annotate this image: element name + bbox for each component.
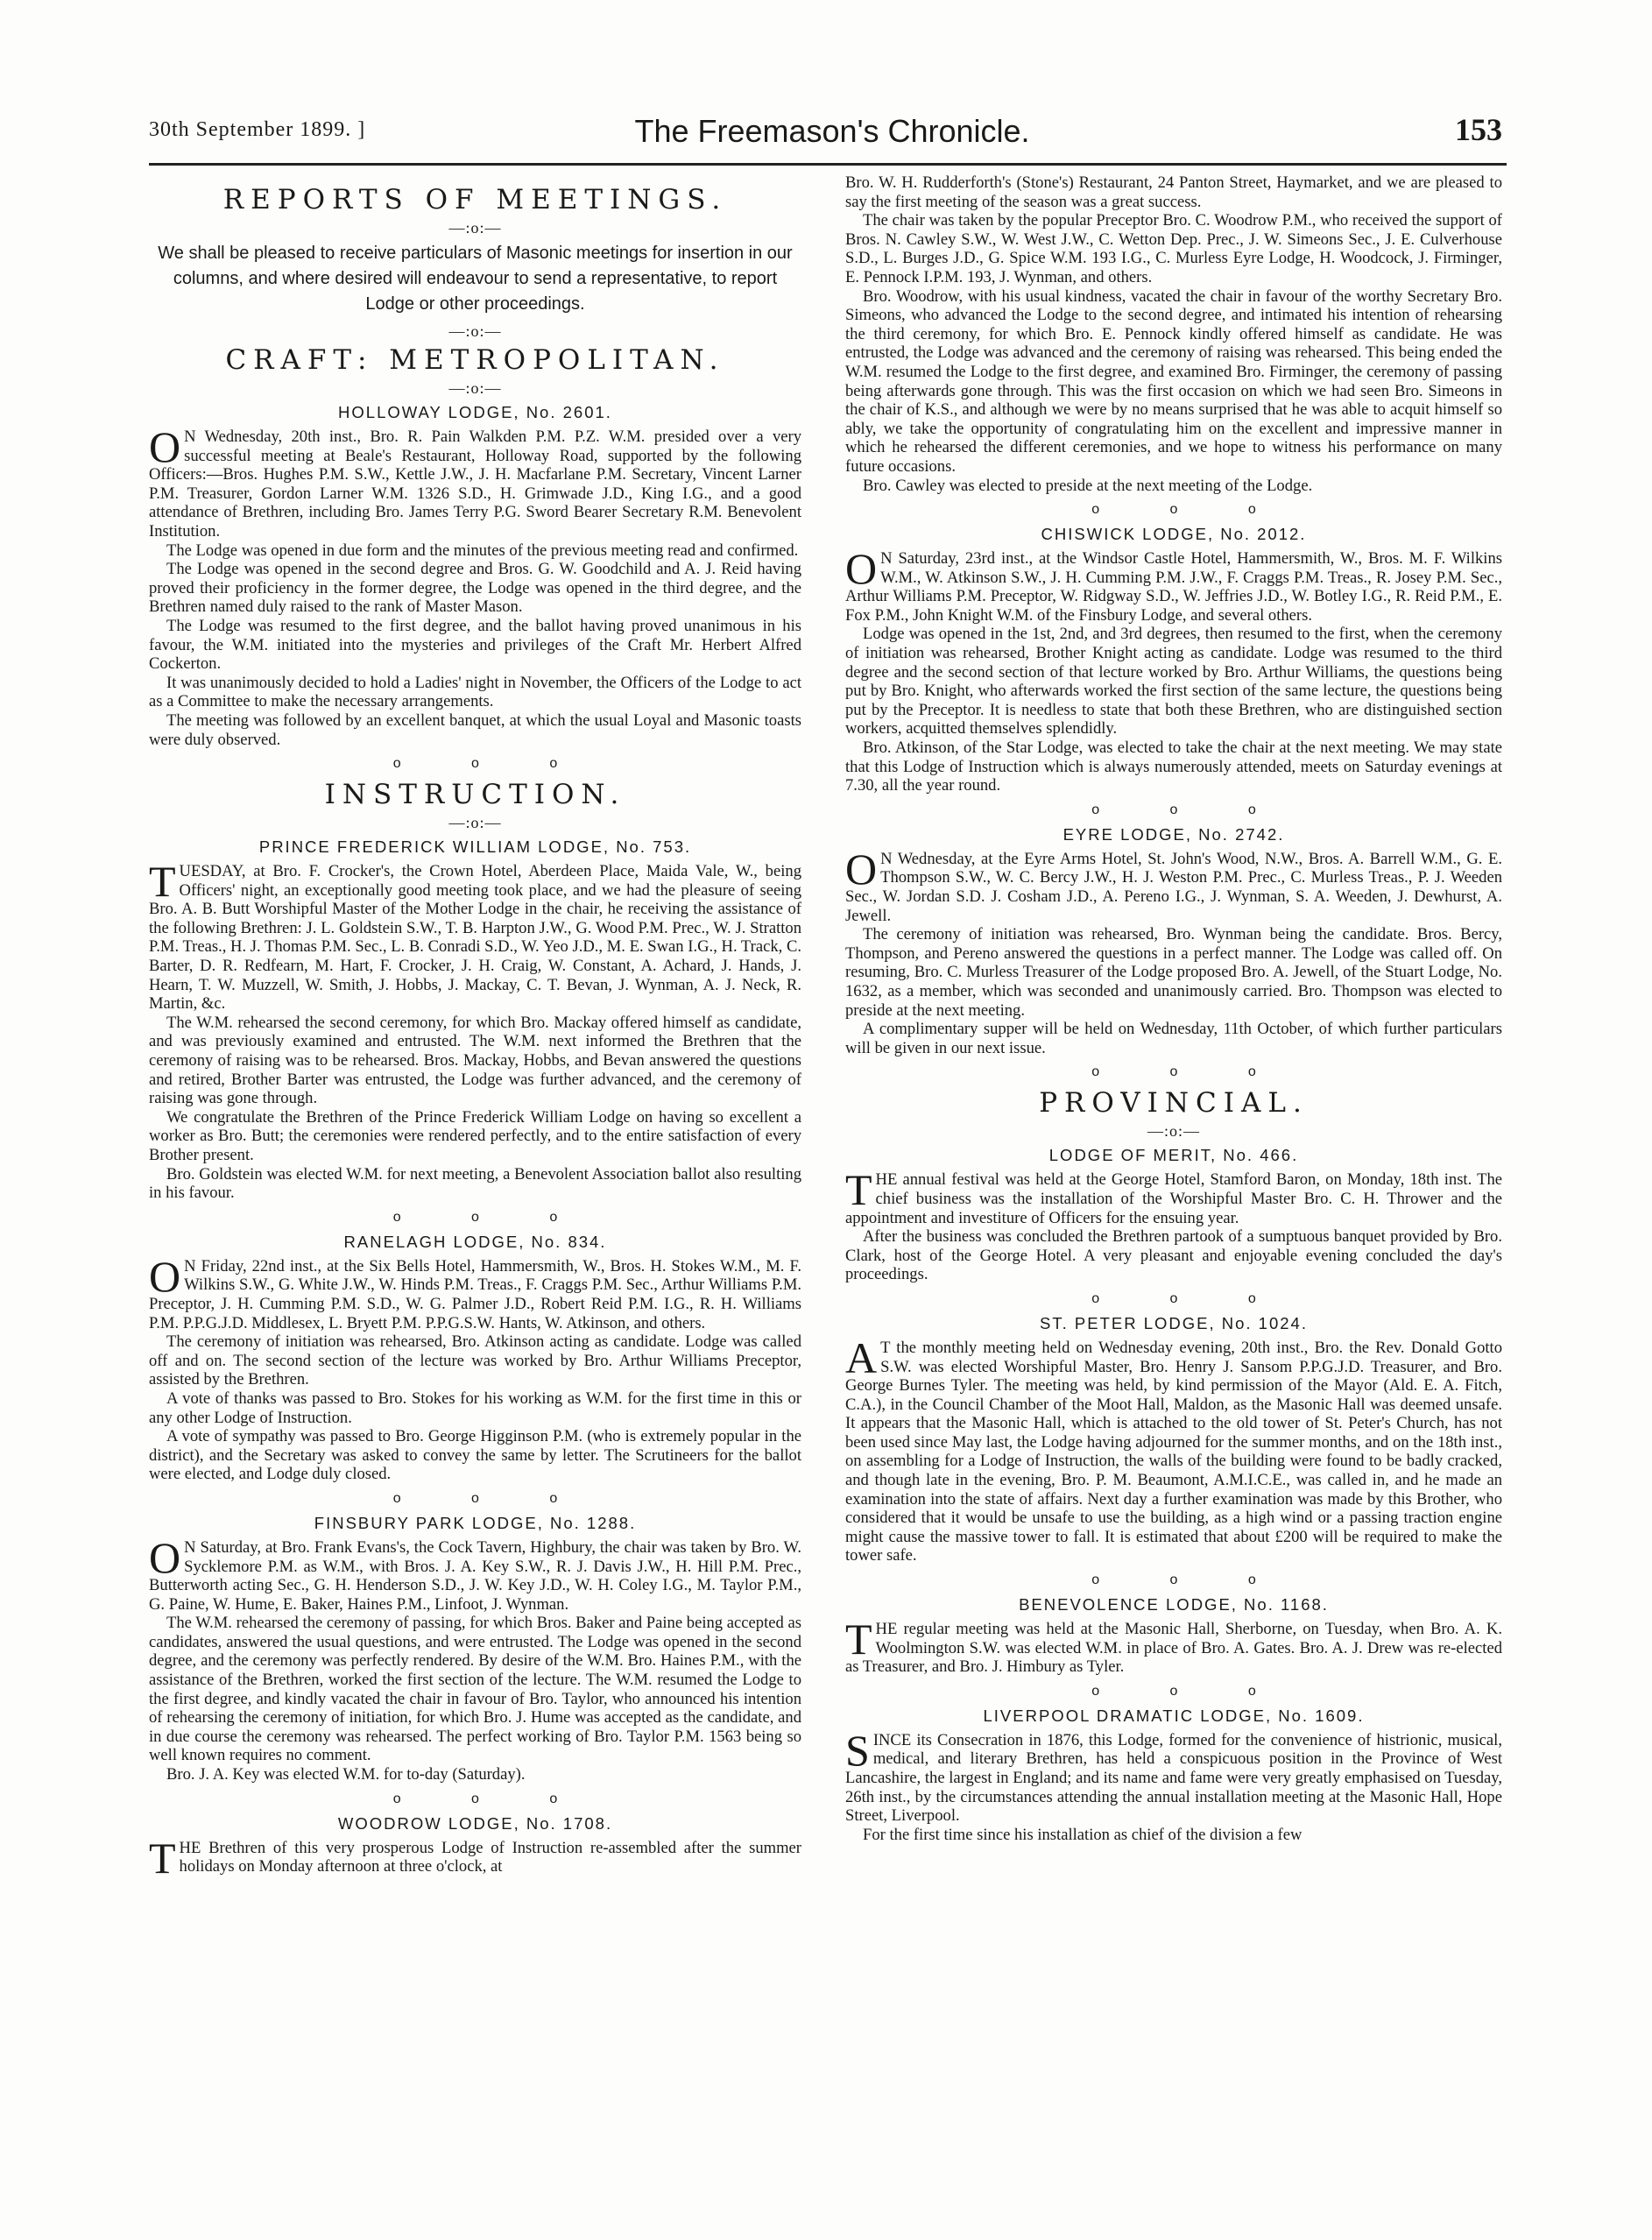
paragraph: A vote of sympathy was passed to Bro. George Higginson P.M. (who is extremely popular in the district), and the Secretary was asked to convey the same by letter. The Scrutineers for the ballot were elected, and Lodge duly closed. (149, 1427, 801, 1484)
drop-cap: T (149, 857, 176, 907)
section-separator: o o o (1091, 802, 1289, 817)
paragraph: Bro. Atkinson, of the Star Lodge, was elected to take the chair at the next meeting. We may state that this Lodge of Instruction which is always numerously attended, meets on Saturday evenings at 7.30, all the year round. (845, 738, 1502, 795)
drop-cap: S (845, 1725, 870, 1775)
left-column (149, 173, 801, 1883)
article-woodrow-lodge (149, 1813, 801, 1883)
article-eyre-lodge (845, 825, 1502, 1058)
lodge-title: ST. PETER LODGE, No. 1024. (1040, 1313, 1308, 1332)
article-woodrow-lodge-continued (845, 173, 1502, 495)
paragraph: Bro. J. A. Key was elected W.M. for to-day (Saturday). (166, 1765, 526, 1784)
paragraph: The chair was taken by the popular Preceptor Bro. C. Woodrow P.M., who received the support of Bros. N. Cawley S.W., W. West J.W., C. Wetton Dep. Prec., J. W. Simeons Sec., J. E. Culverhouse S.D., L. Burges J.D., G. Spice W.M. 193 I.G., C. Murless Eyre Lodge, H. Woodcock, J. Firminger, E. Pennock I.P.M. 193, J. Wynman, and others. (845, 211, 1502, 286)
paragraph: The ceremony of initiation was rehearsed, Bro. Wynman being the candidate. Bros. Bercy, Thompson, and Pereno answered the questions in a perfect manner. The Lodge was called off. On resuming, Bro. C. Murless Treasurer of the Lodge proposed Bro. A. Jewell, of the Stuart Lodge, No. 1632, as a member, which was seconded and unanimously carried. Bro. Thompson was elected to preside at the next meeting. (845, 925, 1502, 1020)
intro-notice: We shall be pleased to receive particulars of Masonic meetings for insertion in our columns, and where desired will endeavour to send a representative, to report Lodge or other proceedings. (158, 244, 793, 314)
section-separator: o o o (1091, 1572, 1289, 1588)
lodge-title: RANELAGH LODGE, No. 834. (343, 1232, 607, 1251)
lodge-title: HOLLOWAY LODGE, No. 2601. (338, 403, 612, 421)
drop-cap: O (149, 1532, 181, 1582)
divider: —:o:— (448, 219, 502, 237)
paragraph: T the monthly meeting held on Wednesday evening, 20th inst., Bro. the Rev. Donald Gotto S.W. was elected Worshipful Master, Bro. Henry J. Sansom P.P.G.J.D. Treasurer, and Bro. George Burnes Tyler. The meeting was held, by kind permission of the Mayor (Ald. E. A. Fitch, C.A.), in the Council Chamber of the Moot Hall, Maldon, as the Masonic Hall was deemed unsafe. It appears that the Masonic Hall, which is attached to the old tower of St. Peter's Church, has not been used since May last, the Lodge having adjourned for the summer months, and on the 18th inst., on assembling for a Lodge of Instruction, the walls of the building were found to be badly cracked, and though late in the evening, Bro. P. M. Beaumont, A.M.I.C.E., was called in, and he made an examination into the state of affairs. Next day a further examination was made by this Brother, who considered that it would be unsafe to use the building, as a high wind or a passing traction engine might cause the massive tower to fall. It is estimated that about £200 will be required to make the tower safe. (845, 1338, 1502, 1565)
paragraph: The Lodge was opened in due form and the minutes of the previous meeting read and confirmed. (166, 541, 799, 560)
article-benevolence-lodge (845, 1595, 1502, 1677)
paragraph: N Wednesday, at the Eyre Arms Hotel, St. John's Wood, N.W., Bros. A. Barrell W.M., G. E. Thompson S.W., W. C. Bercy J.W., H. J. Weston P.M. Prec., C. Murless Treas., P. J. Weeden Sec., W. Jordan S.D. J. Cosham J.D., A. Pereno I.G., J. Wynman, S. A. Weeden, J. Dewhurst, A. Jewell. (845, 849, 1502, 925)
drop-cap: O (845, 544, 878, 594)
paragraph: Bro. W. H. Rudderforth's (Stone's) Restaurant, 24 Panton Street, Haymarket, and we are pleased to say the first meeting of the season was a great success. (845, 173, 1502, 211)
section-separator: o o o (1091, 1683, 1289, 1699)
paragraph: HE annual festival was held at the George Hotel, Stamford Baron, on Monday, 18th inst. The chief business was the installation of the Worshipful Master Bro. C. H. Thrower and the appointment and investiture of Officers for the ensuing year. (845, 1170, 1502, 1227)
drop-cap: O (149, 1251, 181, 1301)
section-separator: o o o (392, 1209, 591, 1225)
lodge-title: LODGE OF MERIT, No. 466. (1048, 1146, 1299, 1165)
section-separator: o o o (392, 1490, 591, 1506)
drop-cap: T (149, 1833, 176, 1883)
lodge-title: FINSBURY PARK LODGE, No. 1288. (314, 1513, 637, 1532)
paragraph: A vote of thanks was passed to Bro. Stokes for his working as W.M. for the first time in this or any other Lodge of Instruction. (149, 1389, 801, 1427)
drop-cap: T (845, 1615, 872, 1664)
header-rule (149, 163, 1507, 166)
divider: —:o:— (1147, 1122, 1200, 1141)
instruction-heading: INSTRUCTION. (324, 779, 626, 811)
lodge-title: LIVERPOOL DRAMATIC LODGE, No. 1609. (983, 1706, 1365, 1725)
paragraph: The Lodge was resumed to the first degree, and the ballot having proved unanimous in his favour, the W.M. initiated into the mysteries and privileges of the Craft Mr. Herbert Alfred Cockerton. (149, 616, 801, 674)
paragraph: N Saturday, 23rd inst., at the Windsor Castle Hotel, Hammersmith, W., Bros. M. F. Wilkins W.M., W. Atkinson S.W., J. H. Cumming P.M. J.W., F. Craggs P.M. Treas., R. Josey P.M. Sec., Arthur Williams P.M. Preceptor, W. Ridgway S.D., W. Jeffries J.D., W. Botley I.G., R. Reid P.M., E. Fox P.M., John Knight W.M. of the Finsbury Lodge, and several others. (845, 549, 1502, 625)
article-finsbury-park-lodge (149, 1514, 801, 1784)
divider: —:o:— (448, 379, 502, 397)
drop-cap: O (149, 422, 181, 471)
article-chiswick-lodge (845, 525, 1502, 795)
article-lodge-of-merit (845, 1146, 1502, 1284)
craft-metropolitan-heading: CRAFT: METROPOLITAN. (225, 344, 725, 376)
lodge-title: PRINCE FREDERICK WILLIAM LODGE, No. 753. (258, 837, 692, 857)
section-separator: o o o (392, 756, 591, 772)
section-separator: o o o (1091, 1064, 1289, 1080)
paragraph: HE regular meeting was held at the Masonic Hall, Sherborne, on Tuesday, when Bro. A. K. Woolmington S.W. was elected W.M. in place of Bro. A. Gates. Bro. A. J. Drew was re-elected as Treasurer, and Bro. J. Himbury as Tyler. (845, 1620, 1502, 1677)
article-ranelagh-lodge (149, 1233, 801, 1484)
paragraph: For the first time since his installation as chief of the division a few (863, 1825, 1303, 1844)
masthead-title: The Freemason's Chronicle. (634, 113, 1030, 149)
paragraph: The Lodge was opened in the second degree and Bros. G. W. Goodchild and A. J. Reid having proved their proficiency in the former degree, the Lodge was opened in the third degree, and the Brethren named duly raised to the rank of Master Mason. (149, 560, 801, 617)
paragraph: The W.M. rehearsed the ceremony of passing, for which Bros. Baker and Paine being accepted as candidates, answered the usual questions, and were entrusted. The Lodge was opened in the second degree, and the ceremony was perfectly rendered. By desire of the W.M. Bro. Haines P.M., with the assistance of the Brethren, worked the first section of the lecture. The W.M. resumed the Lodge to the first degree, and kindly vacated the chair in favour of Bro. Taylor, who announced his intention of rehearsing the ceremony of initiation, for which Bro. J. Hume was accepted as the candidate, and in due course the ceremony was rehearsed. The perfect working of Bro. Taylor P.M. 1563 being so well known requires no comment. (149, 1614, 801, 1765)
paragraph: INCE its Consecration in 1876, this Lodge, formed for the convenience of histrionic, musical, medical, and literary Brethren, has held a conspicuous position in the Province of West Lancashire, the largest in England; and its name and fame were very greatly emphasised on Tuesday, 26th inst., by the circumstances attending the annual installation meeting at the Masonic Hall, Hope Street, Liverpool. (845, 1730, 1502, 1826)
article-prince-frederick-william-lodge (149, 837, 801, 1203)
paragraph: The ceremony of initiation was rehearsed, Bro. Atkinson acting as candidate. Lodge was called off and on. The second section of the lecture was worked by Bro. Arthur Williams Preceptor, assisted by the Brethren. (149, 1332, 801, 1389)
paragraph: N Friday, 22nd inst., at the Six Bells Hotel, Hammersmith, W., Bros. H. Stokes W.M., M. F. Wilkins S.W., G. White J.W., W. Hinds P.M. Treas., F. Craggs P.M. Sec., Arthur Williams P.M. Preceptor, J. H. Cumming P.M. S.D., W. G. Palmer J.D., Robert Reid P.M. I.G., R. H. Williams P.M. P.P.G.J.D. Middlesex, L. Bryett P.M. P.P.G.S.W. Hants, W. Atkinson, and others. (149, 1256, 801, 1332)
page-number: 153 (1455, 112, 1502, 147)
lodge-title: BENEVOLENCE LODGE, No. 1168. (1019, 1595, 1329, 1615)
divider: —:o:— (448, 322, 502, 340)
paragraph: Lodge was opened in the 1st, 2nd, and 3rd degrees, then resumed to the first, when the ceremony of initiation was rehearsed, Brother Knight acting as candidate. Lodge was resumed to the third degree and the second section of that lecture worked by Bro. Arthur Williams, the questions being put by Bro. Knight, who afterwards worked the first section of the same lecture, the questions being put by the Preceptor. It is needless to state that both these Brethren, who are distinguished section workers, acquitted themselves splendidly. (845, 625, 1502, 738)
section-separator: o o o (1091, 502, 1289, 518)
drop-cap: T (845, 1165, 872, 1215)
lodge-title: WOODROW LODGE, No. 1708. (337, 1813, 613, 1833)
article-holloway-lodge (149, 403, 801, 749)
drop-cap: O (845, 844, 878, 894)
article-liverpool-dramatic-lodge (845, 1706, 1502, 1845)
paragraph: Bro. Cawley was elected to preside at the next meeting of the Lodge. (863, 476, 1313, 495)
paragraph: UESDAY, at Bro. F. Crocker's, the Crown Hotel, Aberdeen Place, Maida Vale, W., being Officers' night, an exceptionally good meeting took place, and we had the pleasure of seeing Bro. A. B. Butt Worshipful Master of the Mother Lodge in the chair, he receiving the assistance of the following Brethren: J. L. Goldstein S.W., T. B. Harpton J.W., G. Wood P.M. Prec., W. J. Stratton P.M. Treas., H. J. Thomas P.M. Sec., L. B. Conradi S.D., W. Yeo J.D., M. E. Swan I.G., H. Track, C. Barter, D. R. Redfearn, M. Hart, F. Crocker, J. H. Craig, W. Constant, A. Achard, J. Hands, J. Hearn, T. W. Muzzell, W. Smith, J. Hobbs, J. Mackay, C. T. Bevan, J. Wynman, A. J. Neck, R. Martin, &c. (149, 862, 801, 1014)
section-separator: o o o (1091, 1290, 1289, 1306)
paragraph: The W.M. rehearsed the second ceremony, for which Bro. Mackay offered himself as candidate, and was previously examined and entrusted. The W.M. next informed the Brethren that the ceremony of raising was to be rehearsed. Bros. Mackay, Hobbs, and Bevan answered the questions and retired, Brother Barter was entrusted, the Lodge was further advanced, and the ceremony of raising was gone through. (149, 1013, 801, 1108)
paragraph: A complimentary supper will be held on Wednesday, 11th October, of which further particulars will be given in our next issue. (845, 1020, 1502, 1057)
paragraph: N Wednesday, 20th inst., Bro. R. Pain Walkden P.M. P.Z. W.M. presided over a very successful meeting at Beale's Restaurant, Holloway Road, supported by the following Officers:—Bros. Hughes P.M. S.W., Kettle J.W., J. H. Macfarlane P.M. Secretary, Vincent Larner P.M. Treasurer, Gordon Larner W.M. 1326 S.D., H. Grimwade J.D., King I.G., and a good attendance of Brethren, including Bro. James Terry P.G. Sword Bearer Secretary R.M. Benevolent Institution. (149, 428, 801, 541)
paragraph: The meeting was followed by an excellent banquet, at which the usual Loyal and Masonic toasts were duly observed. (149, 710, 801, 749)
article-st-peter-lodge (845, 1314, 1502, 1565)
drop-cap: A (845, 1332, 878, 1382)
lodge-title: EYRE LODGE, No. 2742. (1063, 824, 1285, 844)
page-header (149, 111, 1502, 164)
paragraph: Bro. Woodrow, with his usual kindness, vacated the chair in favour of the worthy Secretary Bro. Simeons, who advanced the Lodge to the second degree, and intimated his intention of rehearsing the third ceremony, for which Bro. E. Pennock kindly offered himself as candidate. He was entrusted, the Lodge was advanced and the ceremony of raising was rehearsed. This being ended the W.M. resumed the Lodge to the first degree, and examined Bro. Firminger, the ceremony of passing being afterwards gone through. This was the first occasion on which we had seen Bro. Simeons in the chair of K.S., and although we were by no means surprised that he was able to acquit himself so ably, we take the opportunity of congratulating him on the excellent and impressive manner in which he rehearsed the different ceremonies, and we hope to witness his performance on many future occasions. (845, 286, 1502, 476)
provincial-heading: PROVINCIAL. (1039, 1087, 1309, 1120)
paragraph: N Saturday, at Bro. Frank Evans's, the Cock Tavern, Highbury, the chair was taken by Bro. W. Sycklemore P.M. as W.M., with Bros. J. A. Key S.W., R. J. Davis J.W., H. Hill P.M. Prec., Butterworth acting Sec., G. H. Henderson S.D., J. W. Key J.D., W. H. Coley I.G., M. Taylor P.M., G. Paine, W. Hume, E. Baker, Haines P.M., Linfoot, J. Wynman. (149, 1537, 801, 1614)
divider: —:o:— (448, 814, 502, 832)
paragraph: HE Brethren of this very prosperous Lodge of Instruction re-assembled after the summer holidays on Monday afternoon at three o'clock, at (179, 1838, 801, 1876)
right-column (845, 173, 1502, 1844)
section-separator: o o o (392, 1791, 591, 1806)
paragraph: Bro. Goldstein was elected W.M. for next meeting, a Benevolent Association ballot also resulting in his favour. (149, 1164, 801, 1203)
paragraph: It was unanimously decided to hold a Ladies' night in November, the Officers of the Lodge to act as a Committee to make the necessary arrangements. (149, 673, 801, 711)
issue-date: 30th September 1899. ] (149, 118, 366, 141)
reports-heading: REPORTS OF MEETINGS. (222, 184, 728, 216)
paragraph: After the business was concluded the Brethren partook of a sumptuous banquet provided by Bro. Clark, host of the George Hotel. A very pleasant and enjoyable evening concluded the day's proceedings. (845, 1227, 1502, 1284)
paragraph: We congratulate the Brethren of the Prince Frederick William Lodge on having so excellent a worker as Bro. Butt; the ceremonies were rendered perfectly, and to the entire satisfaction of every Brother present. (149, 1107, 801, 1164)
lodge-title: CHISWICK LODGE, No. 2012. (1041, 525, 1307, 544)
